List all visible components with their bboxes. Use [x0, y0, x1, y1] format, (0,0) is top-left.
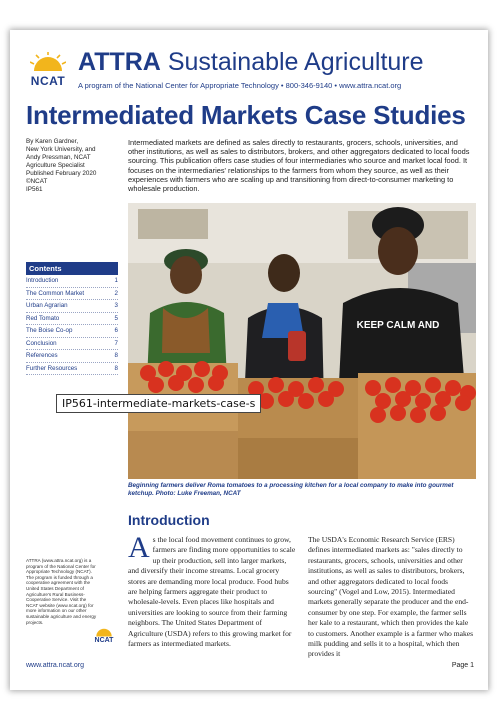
sun-icon: [30, 52, 66, 72]
toc-item-red-tomato[interactable]: [26, 313, 118, 326]
shirt-text: KEEP CALM AND: [356, 320, 440, 331]
sun-icon: [94, 626, 114, 637]
logo-text: NCAT: [94, 637, 114, 644]
toc-page: 7: [114, 339, 118, 347]
toc-page: 3: [114, 302, 118, 309]
byline-line: New York University, and: [26, 146, 96, 153]
byline-line: Published February 2020: [26, 170, 97, 177]
section-heading: Introduction: [128, 512, 210, 528]
brand-rest: Sustainable Agriculture: [167, 48, 424, 76]
brand-bold: ATTRA: [78, 48, 161, 76]
brand-title: [78, 48, 424, 77]
toc-item-common-market[interactable]: [26, 288, 118, 301]
byline-line: Andy Pressman, NCAT: [26, 154, 91, 161]
toc-item-urban-agrarian[interactable]: [26, 300, 118, 313]
document-page: [10, 30, 488, 690]
toc-page: 8: [114, 352, 118, 359]
toc-page: 5: [114, 314, 118, 322]
page-number: Page 1: [451, 662, 474, 669]
byline-line: ©NCAT: [26, 178, 48, 185]
byline-line: By Karen Gardner,: [26, 138, 79, 145]
table-of-contents: [26, 262, 118, 375]
toc-label: Introduction: [26, 277, 59, 284]
byline-line: Agriculture Specialist: [26, 162, 85, 169]
toc-label: Red Tomato: [26, 314, 60, 322]
intro-paragraph: Intermediated markets are defined as sales directly to restaurants, grocers, schools, universities, and other institutions, as well as sales to distributors, brokers, and other aggregators dedicated to local foods sourcing. This publication offers case studies of four intermediaries who source and market local food. It focuses on the intermediaries' relationships to the farmers from whom they source, as well as their experiences with farmers who are scaling up and transitioning from direct-to-consumer marketing to wholesale production.: [128, 138, 470, 194]
byline-line: IP561: [26, 186, 43, 193]
toc-label: Conclusion: [26, 339, 57, 347]
toc-page: 1: [114, 277, 118, 284]
drop-cap: A: [128, 531, 150, 564]
ncat-logo: [28, 52, 68, 90]
file-name-label: IP561-intermediate-markets-case-s: [56, 394, 261, 413]
logo-text: NCAT: [30, 74, 66, 88]
toc-label: The Common Market: [26, 289, 85, 297]
farmers-tomatoes-image: [128, 203, 476, 479]
attra-footnote: ATTRA (www.attra.ncat.org) is a program of the National Center for Appropriate Technology (NCAT). The program is funded through a cooperative agreement with the United States Department of Agriculture's Rural Business-Cooperative Service. Visit the NCAT website (www.ncat.org) for more information on our other sustainable agriculture and energy projects.: [26, 558, 97, 625]
toc-item-references[interactable]: [26, 350, 118, 363]
tagline: A program of the National Center for Appropriate Technology • 800-346-9140 • www.attra.ncat.org: [78, 81, 402, 90]
body-text: s the local food movement continues to grow, farmers are finding more opportunities to scale up their production, sell into larger markets, and diversify their income streams. Local grocery stores are demanding more local produce. Food hubs are helping farmers aggregate their product to wholesale-levels. Even places like hospitals and universities are looking to source from their farming neighbors. The United States Department of Agriculture (USDA) refers to this growing market for farmers as intermediated markets.: [128, 535, 296, 649]
contents-heading: Contents: [26, 262, 118, 275]
toc-label: References: [26, 352, 58, 359]
cover-photo: [128, 203, 476, 479]
toc-label: Further Resources: [26, 364, 78, 372]
toc-label: The Boise Co-op: [26, 327, 73, 334]
byline: [26, 138, 118, 194]
toc-page: 8: [114, 364, 118, 372]
toc-item-further-resources[interactable]: [26, 363, 118, 376]
toc-item-introduction[interactable]: [26, 275, 118, 288]
body-column-2: The USDA's Economic Research Service (ERS) defines intermediated markets as: "sales directly to restaurants, grocers, schools, universities and other institutions, as well as sales to distributors, brokers, and other aggregators dedicated to local foods sourcing" (Vogel and Low, 2015). Intermediated markets generally separate the producer and the end-consumer by one step. For example, the farmer sells her kale to a restaurant, which then provides the kale to customers. Another example is a farmer who makes milk pudding and sells it to a hospital, which then provides it: [308, 535, 474, 659]
page-title: Intermediated Markets Case Studies: [26, 100, 466, 130]
toc-label: Urban Agrarian: [26, 302, 68, 309]
toc-page: 2: [114, 289, 118, 297]
toc-item-conclusion[interactable]: [26, 338, 118, 351]
body-column-1: [128, 531, 296, 649]
toc-page: 6: [114, 327, 118, 334]
footer-url[interactable]: www.attra.ncat.org: [26, 662, 84, 669]
toc-item-boise-coop[interactable]: [26, 325, 118, 338]
photo-caption: Beginning farmers deliver Roma tomatoes to a processing kitchen for a local company to make into gourmet ketchup. Photo: Luke Freeman, NCAT: [128, 482, 454, 497]
ncat-small-logo: [90, 626, 118, 648]
